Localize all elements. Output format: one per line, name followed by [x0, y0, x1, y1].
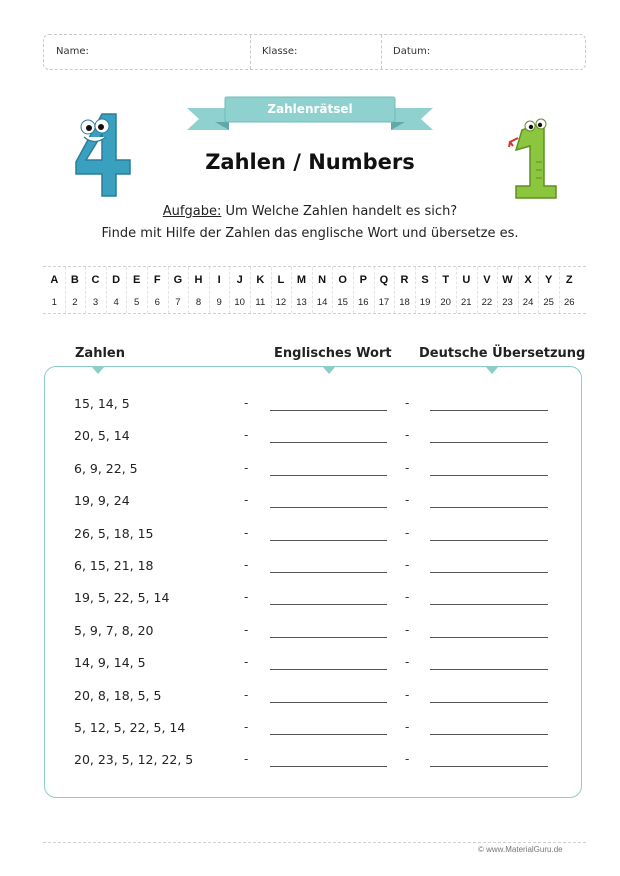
student-info-box	[43, 34, 586, 70]
code-column	[250, 267, 271, 313]
exercise-row	[0, 752, 620, 772]
code-letter: I	[217, 274, 221, 286]
code-divider	[229, 267, 230, 313]
task-line-2: Finde mit Hilfe der Zahlen das englische Wort und übersetze es.	[101, 226, 519, 241]
code-letter: V	[483, 274, 491, 286]
number-sequence: 19, 9, 24	[74, 493, 130, 509]
dash: -	[244, 525, 249, 540]
column-header-german: Deutsche Übersetzung	[419, 346, 586, 361]
dash: -	[244, 428, 249, 443]
number-sequence: 15, 14, 5	[74, 396, 130, 411]
dash: -	[244, 655, 249, 670]
code-letter: A	[50, 274, 59, 286]
code-letter: U	[462, 274, 471, 286]
dash: -	[244, 493, 249, 508]
class-field[interactable]	[250, 35, 381, 69]
code-letter: N	[318, 274, 327, 286]
code-number: 26	[564, 297, 575, 308]
code-number: 19	[419, 297, 431, 308]
german-answer-line[interactable]	[430, 410, 548, 411]
task-line-1: Um Welche Zahlen handelt es sich?	[221, 204, 458, 219]
code-letter: K	[256, 274, 265, 286]
code-divider	[456, 267, 457, 313]
english-answer-line[interactable]	[270, 702, 387, 703]
code-column	[271, 267, 292, 313]
code-divider	[353, 267, 354, 313]
code-number: 23	[502, 297, 513, 308]
code-letter: M	[296, 274, 307, 286]
code-column	[106, 267, 127, 313]
code-column	[353, 267, 374, 313]
column-header-numbers: Zahlen	[75, 346, 125, 361]
code-column	[147, 267, 168, 313]
code-number: 3	[92, 297, 99, 308]
german-answer-line[interactable]	[430, 604, 548, 605]
dash: -	[405, 558, 410, 572]
page-title: Zahlen / Numbers	[205, 150, 415, 174]
code-letter: P	[359, 274, 367, 286]
code-letter: E	[133, 274, 141, 286]
number-sequence: 19, 5, 22, 5, 14	[74, 590, 170, 606]
number-sequence: 6, 15, 21, 18	[74, 558, 154, 573]
exercise-row	[0, 461, 620, 481]
code-letter: D	[112, 274, 121, 286]
code-letter: J	[236, 274, 243, 286]
code-number: 7	[175, 297, 181, 308]
code-column	[497, 267, 518, 313]
code-letter: O	[338, 274, 347, 286]
code-column	[435, 267, 456, 313]
code-letter: B	[70, 274, 79, 286]
exercise-row	[0, 623, 620, 643]
english-answer-line[interactable]	[270, 507, 387, 508]
code-column	[44, 267, 65, 313]
code-column	[188, 267, 209, 313]
code-letter: W	[502, 274, 513, 286]
code-divider	[435, 267, 436, 313]
german-answer-line[interactable]	[430, 540, 548, 541]
exercise-row	[0, 396, 620, 416]
code-letter: H	[194, 274, 203, 286]
dash: -	[405, 655, 410, 670]
code-divider	[209, 267, 210, 313]
english-answer-line[interactable]	[270, 669, 387, 670]
code-letter: S	[421, 274, 429, 286]
exercise-row	[0, 428, 620, 448]
code-number: 15	[337, 297, 348, 308]
task-label: Aufgabe:	[162, 204, 222, 219]
code-column	[312, 267, 333, 313]
code-number: 6	[154, 297, 160, 308]
code-divider	[168, 267, 169, 313]
date-label: Datum:	[393, 46, 431, 57]
code-letter: R	[400, 274, 409, 286]
german-answer-line[interactable]	[430, 572, 548, 573]
code-divider	[85, 267, 86, 313]
code-column	[538, 267, 559, 313]
dash: -	[405, 460, 410, 475]
code-number: 21	[461, 297, 472, 308]
dash: -	[405, 687, 410, 702]
column-header-english: Englisches Wort	[274, 346, 392, 361]
code-number: 5	[134, 297, 140, 308]
code-divider	[518, 267, 519, 313]
code-column	[518, 267, 539, 313]
dash: -	[405, 622, 410, 637]
code-column	[374, 267, 395, 313]
code-letter: X	[524, 274, 532, 286]
dash: -	[405, 590, 410, 605]
dash: -	[244, 752, 249, 767]
code-divider	[415, 267, 416, 313]
code-column	[209, 267, 230, 313]
code-column	[559, 267, 580, 313]
number-sequence: 26, 5, 18, 15	[74, 525, 154, 541]
german-answer-line[interactable]	[430, 766, 548, 767]
code-divider	[126, 267, 127, 313]
code-divider	[188, 267, 189, 313]
english-answer-line[interactable]	[270, 540, 387, 541]
english-answer-line[interactable]	[270, 637, 387, 638]
code-number: 22	[481, 297, 493, 308]
code-number: 10	[234, 297, 245, 308]
code-column	[332, 267, 353, 313]
footer-divider	[43, 842, 586, 843]
task-instruction	[0, 204, 620, 219]
code-divider	[559, 267, 560, 313]
dash: -	[244, 622, 249, 637]
code-letter: T	[442, 274, 450, 286]
number-sequence: 5, 12, 5, 22, 5, 14	[74, 720, 186, 735]
english-answer-line[interactable]	[270, 410, 387, 411]
code-divider	[538, 267, 539, 313]
code-number: 12	[275, 297, 287, 308]
code-column	[126, 267, 147, 313]
class-label: Klasse:	[262, 46, 298, 57]
exercise-row	[0, 558, 620, 578]
pointer-arrow	[485, 366, 499, 374]
code-number: 13	[296, 297, 307, 308]
date-field[interactable]	[381, 35, 587, 69]
exercise-row	[0, 526, 620, 546]
code-column	[291, 267, 312, 313]
dash: -	[405, 428, 410, 443]
banner-label: Zahlenrätsel	[267, 102, 353, 116]
code-column	[229, 267, 250, 313]
german-answer-line[interactable]	[430, 669, 548, 670]
code-divider	[312, 267, 313, 313]
number-sequence: 20, 23, 5, 12, 22, 5	[74, 752, 194, 768]
dash: -	[244, 558, 249, 572]
code-number: 14	[316, 297, 328, 308]
german-answer-line[interactable]	[430, 475, 548, 476]
code-divider	[477, 267, 478, 313]
english-answer-line[interactable]	[270, 604, 387, 605]
english-answer-line[interactable]	[270, 766, 387, 767]
code-column	[415, 267, 436, 313]
code-letter: C	[91, 274, 100, 286]
code-number: 2	[72, 297, 78, 308]
dash: -	[244, 590, 249, 605]
number-sequence: 14, 9, 14, 5	[74, 655, 146, 671]
number-sequence: 5, 9, 7, 8, 20	[74, 622, 154, 638]
dash: -	[244, 687, 249, 702]
code-divider	[250, 267, 251, 313]
copyright-text: © www.MaterialGuru.de	[478, 845, 563, 854]
code-divider	[271, 267, 272, 313]
code-number: 17	[378, 297, 390, 308]
code-number: 4	[113, 297, 119, 308]
exercise-row	[0, 590, 620, 610]
name-label: Name:	[56, 46, 89, 57]
code-column	[65, 267, 86, 313]
code-divider	[394, 267, 395, 313]
code-divider	[332, 267, 333, 313]
number-sequence: 20, 8, 18, 5, 5	[74, 687, 162, 703]
number-sequence: 6, 9, 22, 5	[74, 460, 138, 476]
code-column	[168, 267, 189, 313]
code-number: 20	[440, 297, 451, 308]
german-answer-line[interactable]	[430, 442, 548, 443]
exercise-row	[0, 720, 620, 740]
code-letter: Z	[565, 274, 573, 286]
code-divider	[65, 267, 66, 313]
pointer-arrow	[322, 366, 336, 374]
exercise-row	[0, 493, 620, 513]
german-answer-line[interactable]	[430, 734, 548, 735]
code-number: 24	[522, 297, 534, 308]
dash: -	[405, 752, 410, 767]
code-divider	[147, 267, 148, 313]
dash: -	[405, 720, 410, 734]
german-answer-line[interactable]	[430, 637, 548, 638]
english-answer-line[interactable]	[270, 734, 387, 735]
exercise-row	[0, 655, 620, 675]
code-number: 18	[399, 297, 410, 308]
exercise-row	[0, 688, 620, 708]
code-letter: F	[153, 274, 161, 286]
dash: -	[405, 525, 410, 540]
code-number: 1	[51, 297, 57, 308]
dash: -	[244, 460, 249, 475]
code-letter: Q	[379, 274, 389, 286]
code-column	[85, 267, 106, 313]
code-letter: Y	[545, 274, 553, 286]
code-column	[456, 267, 477, 313]
code-letter: G	[173, 274, 183, 286]
german-answer-line[interactable]	[430, 507, 548, 508]
dash: -	[405, 396, 410, 410]
dash: -	[244, 396, 249, 410]
code-number: 8	[195, 297, 202, 308]
code-column	[477, 267, 498, 313]
german-answer-line[interactable]	[430, 702, 548, 703]
code-divider	[374, 267, 375, 313]
alphabet-code-table	[43, 266, 586, 314]
code-column	[394, 267, 415, 313]
code-number: 9	[216, 297, 222, 308]
code-number: 25	[543, 297, 554, 308]
code-divider	[291, 267, 292, 313]
code-number: 16	[358, 297, 369, 308]
code-number: 11	[255, 297, 266, 308]
dash: -	[405, 493, 410, 508]
english-answer-line[interactable]	[270, 475, 387, 476]
code-divider	[106, 267, 107, 313]
dash: -	[244, 720, 249, 734]
number-sequence: 20, 5, 14	[74, 428, 130, 444]
english-answer-line[interactable]	[270, 442, 387, 443]
code-divider	[497, 267, 498, 313]
code-letter: L	[277, 274, 285, 286]
pointer-arrow	[91, 366, 105, 374]
name-field[interactable]	[44, 35, 250, 69]
english-answer-line[interactable]	[270, 572, 387, 573]
